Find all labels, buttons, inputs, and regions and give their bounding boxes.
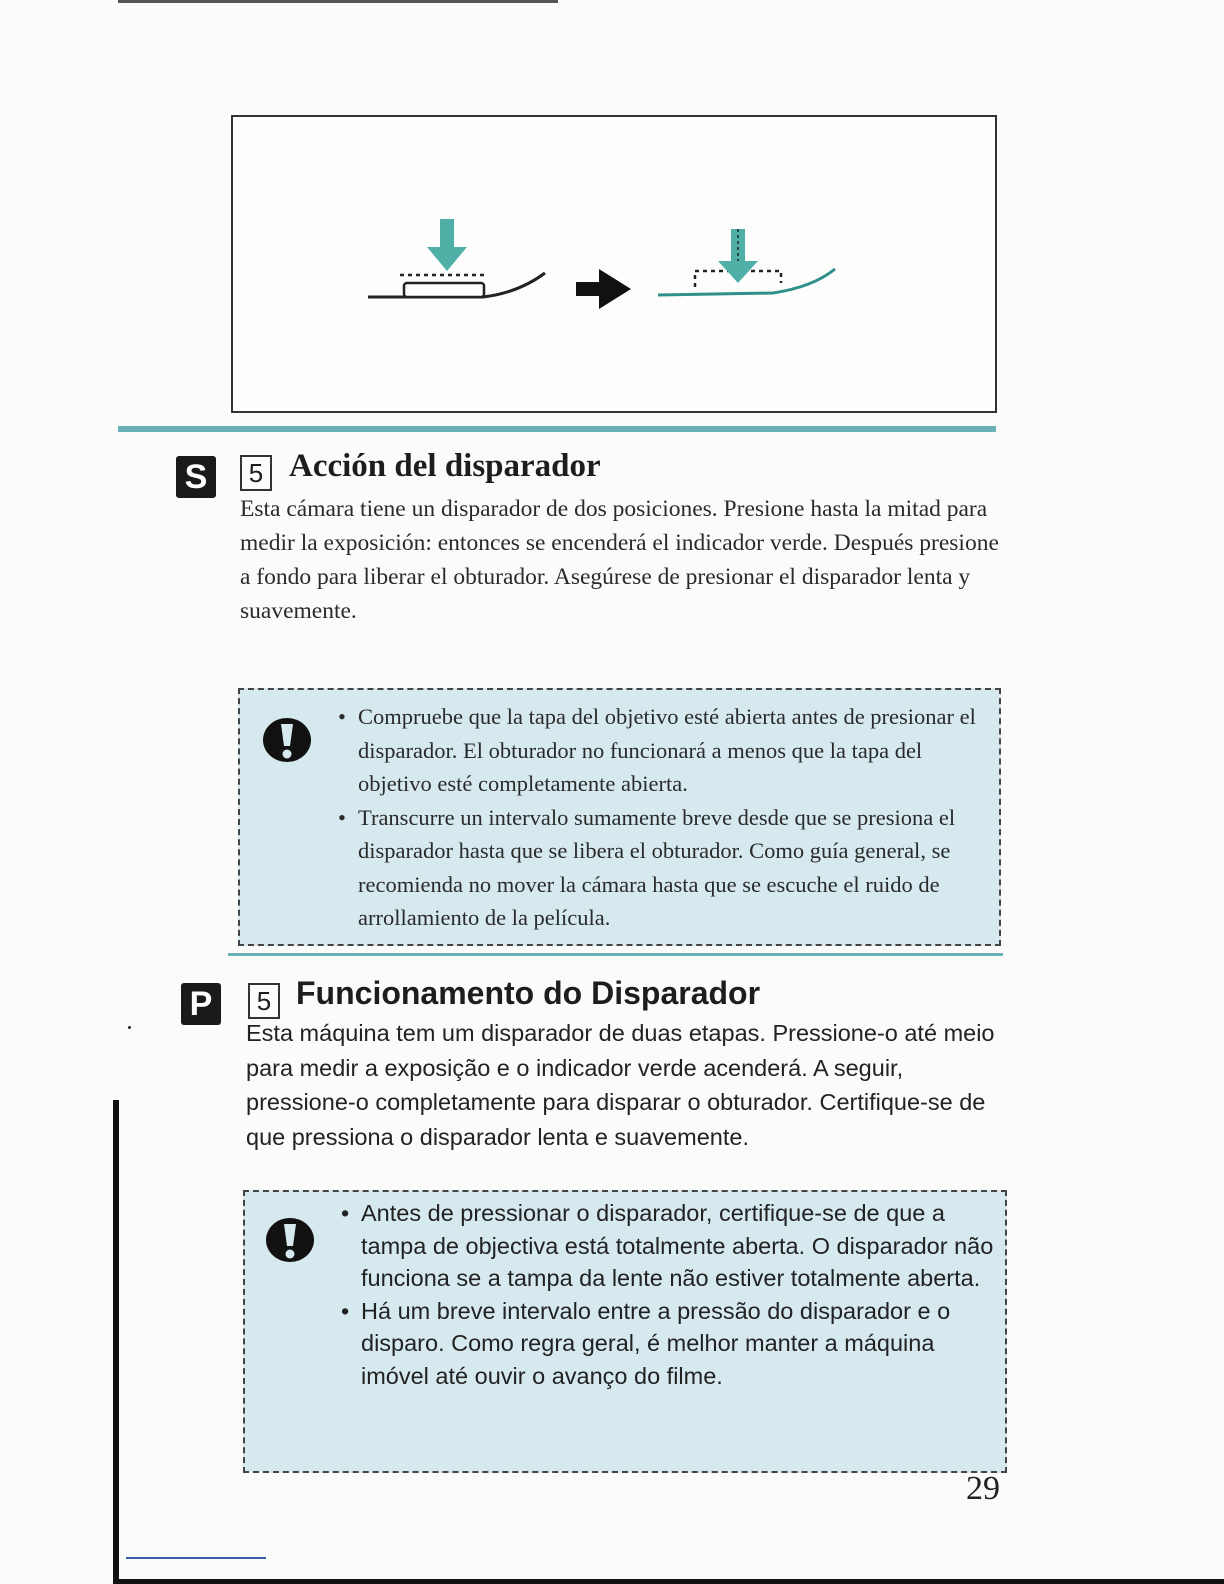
notes-list — [341, 1197, 1001, 1392]
paragraph: Esta cámara tiene un disparador de dos posiciones. Presione hasta la mitad para medir la exposición: entonces se encenderá el indicador verde. Después presione a fondo para liberar el obturador. Asegúrese de presionar el disparador lenta y suavemente. — [240, 496, 999, 624]
notes-list — [338, 700, 998, 935]
button-half-press-icon — [368, 219, 545, 297]
language-badge-spanish: S — [176, 456, 216, 498]
step-number-box: 5 — [240, 455, 272, 491]
paragraph: Esta máquina tem um disparador de duas etapas. Pressione-o até meio para medir a exposição e o indicador verde acenderá. A seguir, pressione-o completamente para disparar o obturador. Certifique-se de que pressiona o disparador lenta e suavemente. — [246, 1020, 995, 1150]
note-item: • Compruebe que la tapa del objetivo esté abierta antes de presionar el disparador. El obturador no funcionará a menos que la tapa del objetivo esté completamente abierta. — [338, 700, 998, 801]
scan-dot — [128, 1026, 131, 1029]
scan-edge-bottom — [113, 1579, 1224, 1584]
caution-icon — [265, 1216, 315, 1264]
note-item: • Antes de pressionar o disparador, certifique-se de que a tampa de objectiva está totalmente aberta. O disparador não funciona se a tampa da lente não estiver totalmente aberta. — [341, 1197, 1001, 1295]
note-item: • Há um breve intervalo entre a pressão do disparador e o disparo. Como regra geral, é melhor manter a máquina imóvel até ouvir o avanço do filme. — [341, 1295, 1001, 1393]
button-full-press-icon — [658, 229, 835, 295]
section-title-spanish: Acción del disparador — [289, 448, 601, 484]
scan-edge-top — [118, 0, 558, 3]
page-number: 29 — [966, 1470, 1000, 1507]
language-badge-portuguese: P — [181, 983, 221, 1025]
section-title-portuguese: Funcionamento do Disparador — [296, 975, 761, 1011]
caution-note-portuguese — [243, 1190, 1007, 1473]
body-text-portuguese — [246, 1016, 1006, 1154]
right-arrow-icon — [576, 269, 631, 309]
scan-edge-bottom-line — [126, 1557, 266, 1559]
note-item: • Transcurre un intervalo sumamente breve desde que se presiona el disparador hasta que se libera el obturador. Como guía general, se recomienda no mover la cámara hasta que se escuche el ruido de arrollamiento de la película. — [338, 801, 998, 935]
body-text-spanish — [240, 492, 1000, 628]
figure-drawing — [233, 117, 995, 411]
section-divider-middle — [228, 953, 1003, 956]
step-number-box: 5 — [248, 983, 280, 1019]
scan-edge-left — [113, 1100, 119, 1584]
caution-note-spanish — [238, 688, 1001, 946]
shutter-button-figure — [231, 115, 997, 413]
section-divider-top — [118, 426, 996, 432]
caution-icon — [262, 716, 312, 764]
